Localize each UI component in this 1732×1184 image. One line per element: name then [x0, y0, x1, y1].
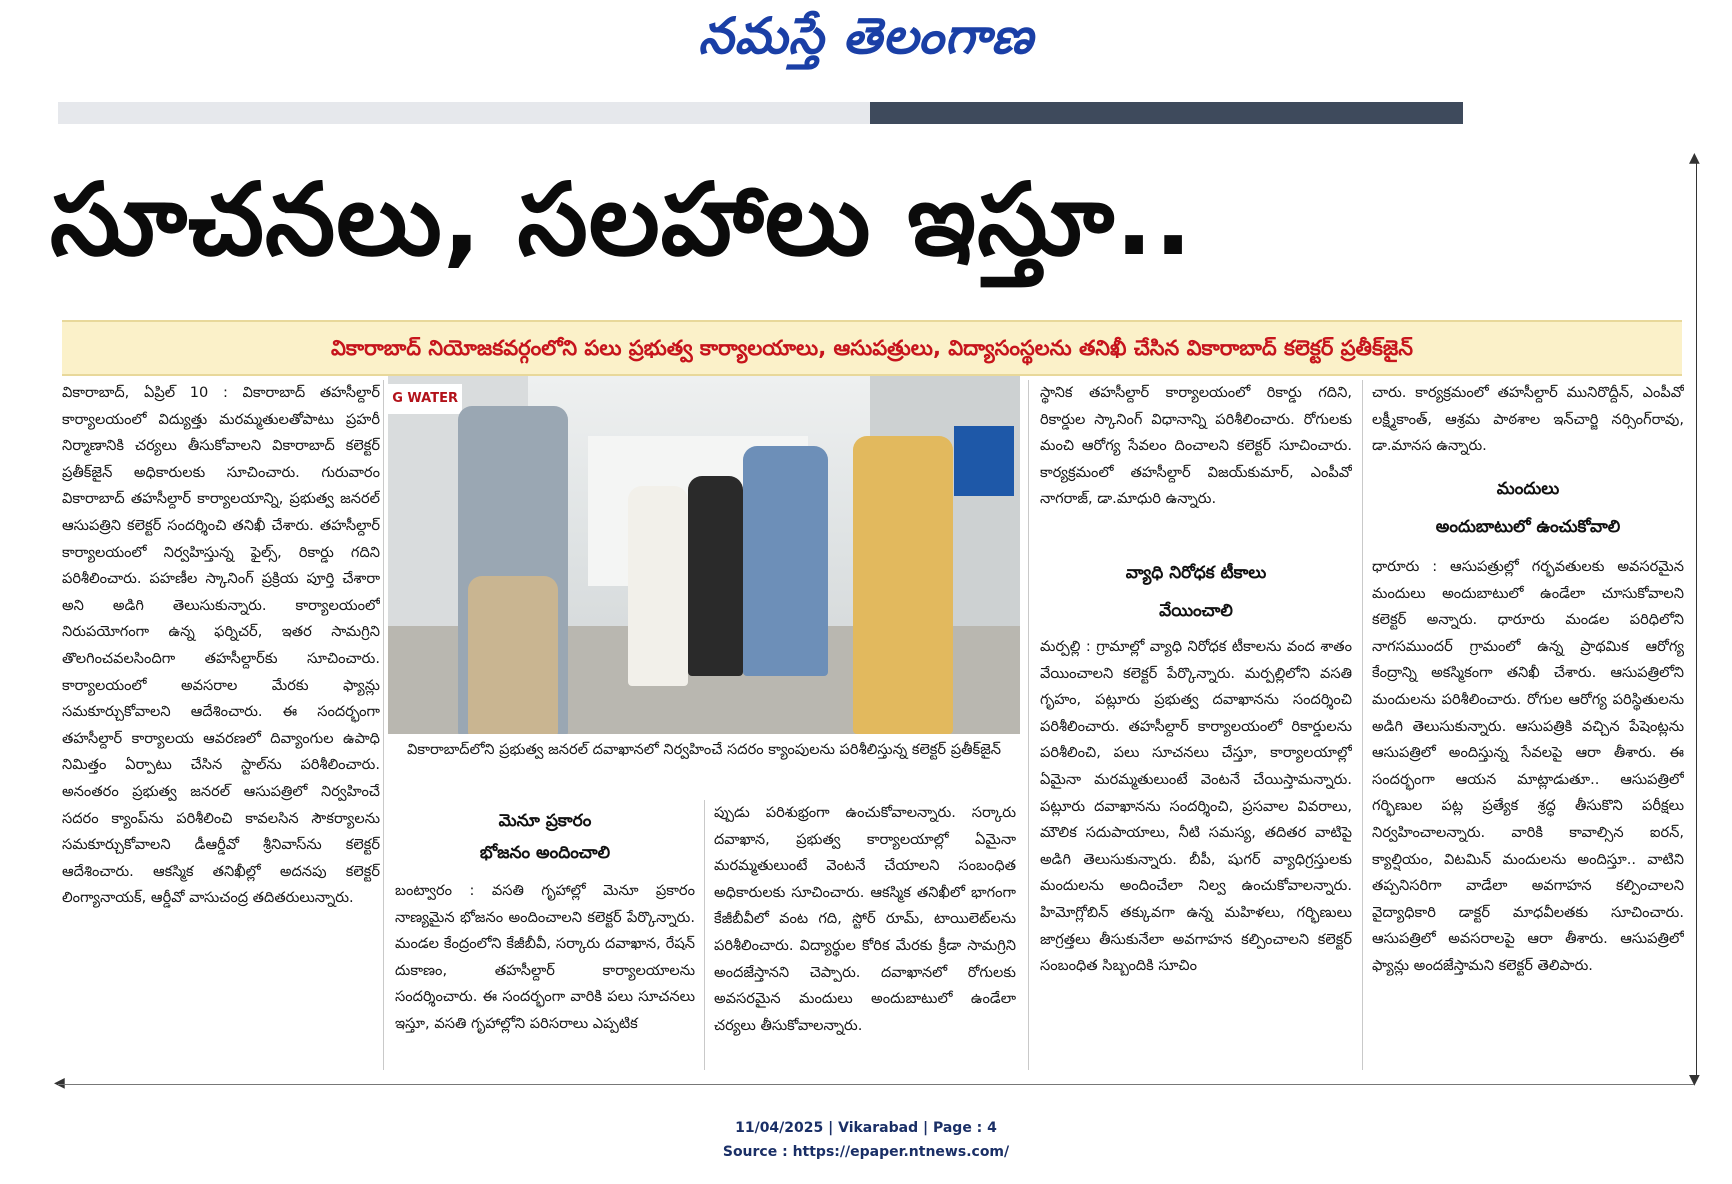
subheading: మందులు	[1496, 479, 1560, 499]
photo-sign: G WATER	[388, 384, 462, 414]
subheading: మెనూ ప్రకారం	[498, 811, 592, 831]
column-divider	[704, 800, 705, 1070]
article-column-1	[62, 380, 380, 1070]
arrow-down-icon: ▼	[1689, 1072, 1700, 1088]
person-figure	[853, 436, 953, 734]
subheading: వ్యాధి నిరోధక టీకాలు	[1125, 563, 1267, 583]
subheading: వేయించాలి	[1159, 601, 1233, 621]
column-divider	[1028, 380, 1029, 1070]
article-column-5-top	[1372, 380, 1684, 470]
subheading: భోజనం అందించాలి	[479, 843, 611, 863]
article-text: మర్పల్లి : గ్రామాల్లో వ్యాధి నిరోధక టీకాలను వంద శాతం వేయించాలని కలెక్టర్ పేర్కొన్నారు. మర్పల్లిలోని వసతి గృహం, పట్లూరు ప్రభుత్వ దవాఖానను సందర్శించి పరిశీలించారు. తహసీల్దార్ కార్యాలయంలో రికార్డులను పరిశీలించి, పలు సూచనలు చేస్తూ, కార్యాలయాల్లో ఏమైనా మరమ్మతులుంటే వెంటనే చేయిస్తామన్నారు. పట్లూరు దవాఖానను సందర్శించి, ప్రసవాల వివరాలు, మౌలిక సదుపాయాలు, నీటి సమస్య, తదితర వాటిపై అడిగి తెలుసుకున్నారు. బీపీ, షుగర్ వ్యాధిగ్రస్తులకు మందులను అందించేలా నిల్వ ఉంచుకోవాలన్నారు. హిమోగ్లోబిన్ తక్కువగా ఉన్న మహిళలు, గర్భిణులు జాగ్రత్తలు తీసుకునేలా అవగాహన కల్పించాలని కలెక్టర్ సంబంధిత సిబ్బందికి సూచిం	[1040, 638, 1352, 975]
column-divider	[383, 380, 384, 1070]
article-column-5	[1372, 554, 1684, 1070]
article-text: వికారాబాద్, ఏప్రిల్ 10 : వికారాబాద్ తహసీల్దార్ కార్యాలయంలో విద్యుత్తు మరమ్మతులతోపాటు ప్రహరీ నిర్మాణానికి చర్యలు తీసుకోవాలని వికారాబాద్ కలెక్టర్ ప్రతీక్‌జైన్ అధికారులకు సూచించారు. గురువారం వికారాబాద్ తహసీల్దార్ కార్యాలయాన్ని, ప్రభుత్వ జనరల్ ఆసుపత్రిని కలెక్టర్ సందర్శించి తనిఖీ చేశారు. తహసీల్దార్ కార్యాలయంలో నిర్వహిస్తున్న ఫైల్స్, రికార్డు గదిని పరిశీలించారు. పహణీల స్కానింగ్ ప్రక్రియ పూర్తి చేశారా అని అడిగి తెలుసుకున్నారు. కార్యాలయంలో నిరుపయోగంగా ఉన్న ఫర్నిచర్, ఇతర సామగ్రిని తొలగించవలసిందిగా తహసీల్దార్‌కు సూచించారు. కార్యాలయంలో అవసరాల మేరకు ఫ్యాన్లు సమకూర్చుకోవాలని ఆదేశించారు. ఈ సందర్భంగా తహసీల్దార్ కార్యాలయ ఆవరణలో దివ్యాంగుల ఉపాధి నిమిత్తం ఏర్పాటు చేసిన స్టాల్‌ను పరిశీలించారు. అనంతరం ప్రభుత్వ జనరల్ ఆసుపత్రిలో నిర్వహించే సదరం క్యాంప్‌ను పరిశీలించి కావలసిన సౌకర్యాలను సమకూర్చుకోవాలని డీఆర్డీవో శ్రీనివాస్‌ను కలెక్టర్ ఆదేశించారు. ఆకస్మిక తనిఖీల్లో అదనపు కలెక్టర్ లింగ్యానాయక్, ఆర్డీవో వాసుచంద్ర తదితరులున్నారు.	[62, 384, 380, 907]
person-figure	[468, 576, 558, 734]
photo-caption: వికారాబాద్‌లోని ప్రభుత్వ జనరల్ దవాఖానలో నిర్వహించే సదరం క్యాంపులను పరిశీలిస్తున్న కలెక్టర్ ప్రతీక్‌జైన్	[406, 741, 1002, 758]
person-figure	[628, 486, 688, 686]
vertical-rule	[1696, 160, 1697, 1080]
article-text: స్థానిక తహసీల్దార్ కార్యాలయంలో రికార్డు గదిని, రికార్డుల స్కానింగ్ విధానాన్ని పరిశీలించారు. రోగులకు మంచి ఆరోగ్య సేవలం దించాలని కలెక్టర్ సూచించారు. కార్యక్రమంలో తహసీల్దార్ విజయ్‌కుమార్, ఎంపీవో నాగరాజ్, డా.మాధురి ఉన్నారు.	[1040, 384, 1352, 508]
subheading: అందుబాటులో ఉంచుకోవాలి	[1435, 517, 1621, 537]
header-rule-dark	[870, 102, 1463, 124]
person-figure	[743, 446, 828, 676]
photo-blue-board	[954, 426, 1014, 496]
article-text: చారు. కార్యక్రమంలో తహసీల్దార్ మునిరొద్దీన్, ఎంపీవో లక్ష్మీకాంత్, ఆశ్రమ పాఠశాల ఇన్‌చార్జి నర్సింగ్‌రావు, డా.మానస ఉన్నారు.	[1372, 384, 1684, 455]
headline: సూచనలు, సలహాలు ఇస్తూ..	[50, 161, 1194, 278]
article-text: బంట్వారం : వసతి గృహాల్లో మెనూ ప్రకారం నాణ్యమైన భోజనం అందించాలని కలెక్టర్ పేర్కొన్నారు. మండల కేంద్రంలోని కేజీబీవీ, సర్కారు దవాఖాన, రేషన్ దుకాణం, తహసీల్దార్ కార్యాలయాలను సందర్శించారు. ఈ సందర్భంగా వారికి పలు సూచనలు ఇస్తూ, వసతి గృహాల్లోని పరిసరాలు ఎప్పటిక	[395, 882, 695, 1032]
article-column-4-top	[1040, 380, 1352, 548]
person-figure	[688, 476, 743, 676]
source-link[interactable]: Source : https://epaper.ntnews.com/	[722, 1144, 1010, 1160]
article-photo	[388, 376, 1020, 734]
column-divider	[1362, 380, 1363, 1070]
article-column-2	[395, 878, 695, 1070]
edition-info: 11/04/2025 | Vikarabad | Page : 4	[735, 1120, 997, 1136]
sub-headline-deck: వికారాబాద్ నియోజకవర్గంలోని పలు ప్రభుత్వ కార్యాలయాలు, ఆసుపత్రులు, విద్యాసంస్థలను తనిఖీ చేసిన వికారాబాద్ కలెక్టర్ ప్రతీక్‌జైన్	[62, 320, 1682, 376]
article-text: ప్పుడు పరిశుభ్రంగా ఉంచుకోవాలన్నారు. సర్కారు దవాఖాన, ప్రభుత్వ కార్యాలయాల్లో ఏమైనా మరమ్మతులుంటే వెంటనే చేయాలని సంబంధిత అధికారులకు సూచించారు. ఆకస్మిక తనిఖీలో భాగంగా కేజీబీవీలో వంట గది, స్టోర్ రూమ్, టాయిలెట్‌లను పరిశీలించారు. విద్యార్థుల కోరిక మేరకు క్రీడా సామగ్రిని అందజేస్తానని చెప్పారు. దవాఖానలో రోగులకు అవసరమైన మందులు అందుబాటులో ఉండేలా చర్యలు తీసుకోవాలన్నారు.	[714, 804, 1016, 1034]
arrow-left-icon: ◀	[54, 1075, 65, 1091]
article-text: ధారూరు : ఆసుపత్రుల్లో గర్భవతులకు అవసరమైన మందులు అందుబాటులో ఉండేలా చూసుకోవాలని కలెక్టర్ అన్నారు. ధారూరు మండల పరిధిలోని నాగసముందర్ గ్రామంలో ఉన్న ప్రాథమిక ఆరోగ్య కేంద్రాన్ని అకస్మికంగా తనిఖీ చేశారు. ఆసుపత్రిలోని మందులను పరిశీలించారు. రోగుల ఆరోగ్య పరిస్థితులను అడిగి తెలుసుకున్నారు. ఆసుపత్రికి వచ్చిన పేషెంట్లను ఆసుపత్రిలో అందిస్తున్న సేవలపై ఆరా తీశారు. ఈ సందర్భంగా ఆయన మాట్లాడుతూ.. ఆసుపత్రిలో గర్భిణుల పట్ల ప్రత్యేక శ్రద్ధ తీసుకొని పరీక్షలు నిర్వహించాలన్నారు. వారికి కావాల్సిన ఐరన్, క్యాల్షియం, విటమిన్ మందులను అందిస్తూ.. వాటిని తప్పనిసరిగా వాడేలా అవగాహన కల్పించాలని వైద్యాధికారి డాక్టర్ మాధవీలతకు సూచించారు. ఆసుపత్రిలో అవసరాలపై ఆరా తీశారు. ఆసుపత్రిలో ఫ్యాన్లు అందజేస్తామని కలెక్టర్ తెలిపారు.	[1372, 558, 1684, 974]
article-column-3	[714, 800, 1016, 1070]
article-column-4	[1040, 634, 1352, 1070]
arrow-up-icon: ▲	[1689, 150, 1700, 166]
masthead-title: నమస్తే తెలంగాణ	[698, 6, 1034, 65]
footer-rule	[58, 1084, 1694, 1085]
